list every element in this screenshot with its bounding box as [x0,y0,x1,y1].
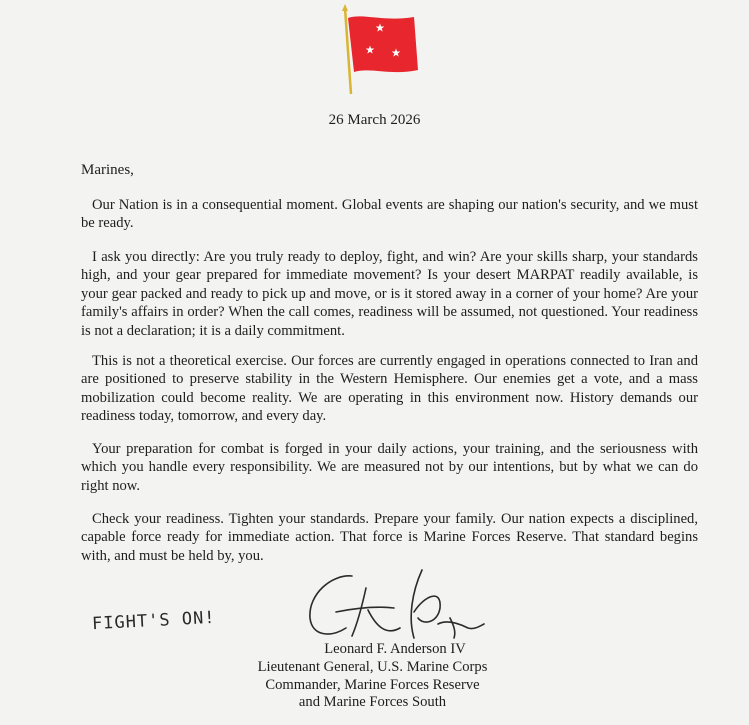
signer-position-line-1: Commander, Marine Forces Reserve [265,676,480,693]
general-officer-flag-icon [332,4,422,96]
letter-date: 26 March 2026 [328,112,421,128]
signature-block [250,641,495,712]
paragraph-2: I ask you directly: Are you truly ready to deploy, fight, and win? Are your skills sharp, your standards high, and your gear prepared for immediate movement? Is your desert MARPAT readily available, is your gear packed and ready to pick up and move, or is it stored away in a corner of your home? Are your family's affairs in order? When the call comes, readiness will be assumed, not questioned. Your readiness is not a declaration; it is a daily commitment. [81,249,698,339]
paragraph-3: This is not a theoretical exercise. Our forces are currently engaged in operations connected to Iran and are positioned to preserve stability in the Western Hemisphere. Our enemies get a vote, and a mass mobilization could become reality. We are operating in this environment now. History demands our readiness today, tomorrow, and every day. [81,353,698,425]
signer-name: Leonard F. Anderson IV [324,641,466,657]
paragraph-4: Your preparation for combat is forged in your daily actions, your training, and the seriousness with which you handle every responsibility. We are measured not by our intentions, but by what we can do right now. [81,441,698,494]
salutation: Marines, [81,162,134,178]
handwritten-signature [296,566,486,650]
paragraph-1: Our Nation is in a consequential moment. Global events are shaping our nation's security, and we must be ready. [81,197,698,232]
signer-position-line-2: and Marine Forces South [298,694,447,711]
paragraph-5: Check your readiness. Tighten your standards. Prepare your family. Our nation expects a disciplined, capable force ready for immediate action. That force is Marine Forces Reserve. That standard begins with, and must be held by, you. [81,511,698,564]
handwritten-postscript: FIGHT'S ON! [91,607,217,635]
signer-title: Lieutenant General, U.S. Marine Corps [257,658,488,675]
